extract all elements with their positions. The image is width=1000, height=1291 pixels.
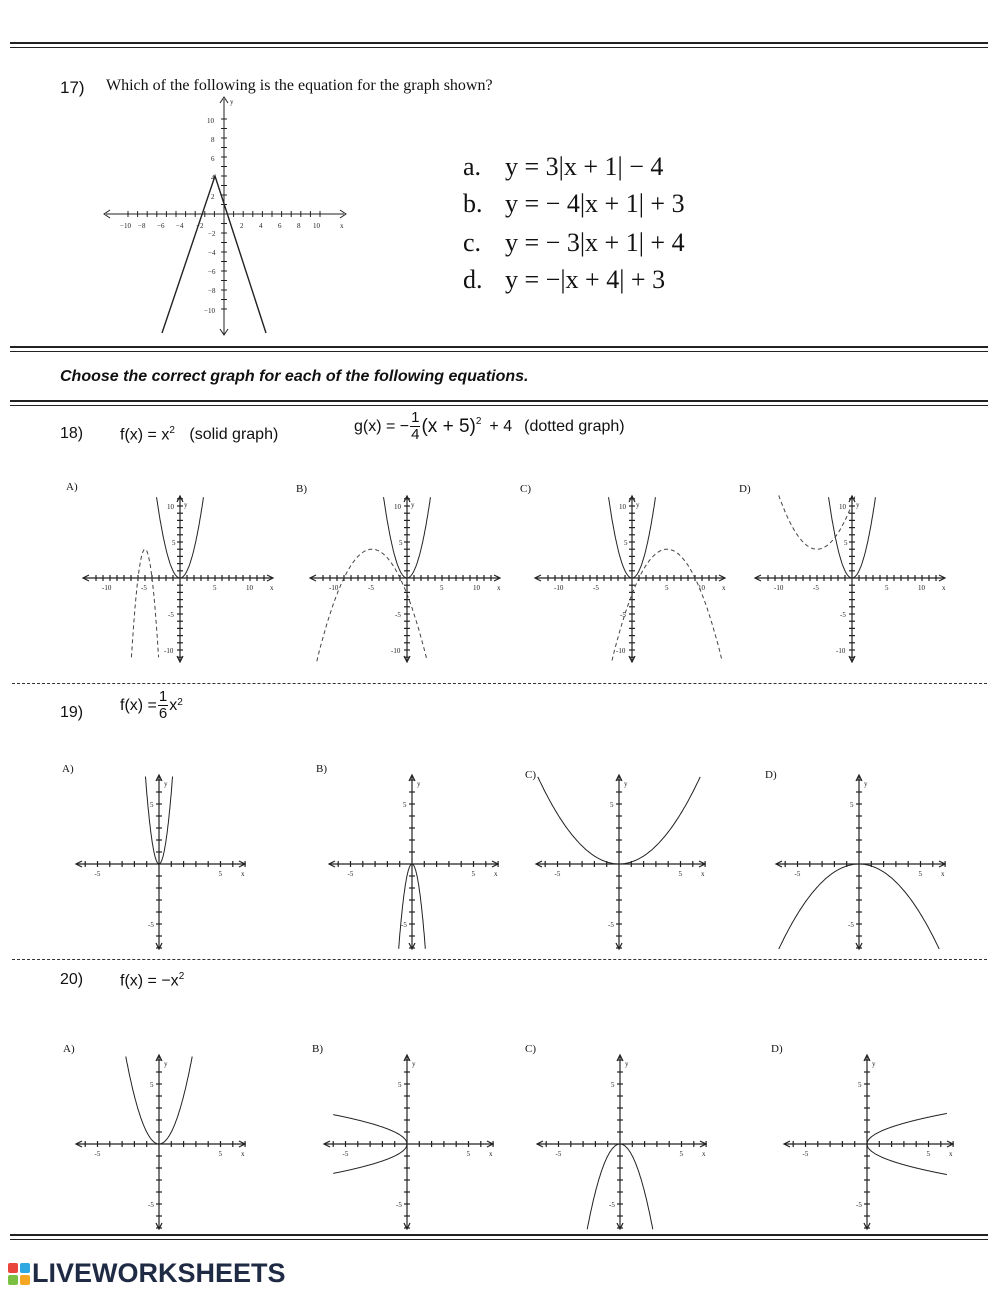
axes	[535, 1055, 706, 1229]
axis-tick-label: -5	[555, 1150, 562, 1158]
axis-tick-label: 5	[150, 1081, 154, 1089]
q17-option-c[interactable]: c. y = − 3|x + 1| + 4	[463, 228, 685, 257]
q20-equation: $f(x) = -x^2$	[120, 971, 185, 990]
axis-tick-label: y	[412, 1060, 416, 1068]
axis-tick-label: 10	[394, 503, 401, 511]
logo-icon	[8, 1263, 30, 1285]
axis-tick-label: -5	[840, 611, 846, 619]
axes	[322, 1055, 493, 1229]
q18-label-a[interactable]: A)	[66, 481, 78, 493]
q19-label-c[interactable]: C)	[525, 769, 536, 781]
axis-tick-label: -5	[813, 584, 819, 592]
axis-tick-label: 5	[611, 1081, 615, 1089]
axis-tick-label: 10	[246, 584, 253, 592]
axes	[74, 1055, 245, 1229]
q17-xtick: 6	[278, 222, 282, 230]
axis-tick-label: 5	[399, 539, 403, 547]
axes	[535, 493, 725, 663]
axis-tick-label: -5	[148, 921, 154, 929]
axis-tick-label: -5	[593, 584, 599, 592]
axis-tick-label: 10	[839, 503, 846, 511]
q20-label-d[interactable]: D)	[771, 1043, 783, 1055]
axis-tick-label: 5	[172, 539, 176, 547]
axis-tick-label: 5	[150, 801, 154, 809]
instruction: Choose the correct graph for each of the following equations.	[60, 368, 529, 385]
q19-label-d[interactable]: D)	[765, 769, 777, 781]
q17-ytick: −8	[208, 287, 216, 295]
q19-equation: f(x) = $\frac{1}{6}$ x 2	[120, 688, 183, 722]
q18-graph-c[interactable]	[532, 493, 732, 663]
axis-tick-label: -5	[94, 1150, 101, 1158]
axis-tick-label: 5	[218, 1150, 222, 1158]
top-rule	[10, 42, 988, 48]
q19-graph-b[interactable]	[327, 772, 502, 952]
q18-graph-b[interactable]	[307, 493, 507, 663]
axis-tick-label: y	[184, 501, 188, 509]
axis-tick-label: -5	[401, 921, 407, 929]
axis-tick-label: 10	[918, 584, 925, 592]
q17-xtick: 4	[259, 222, 263, 230]
q20-label-c[interactable]: C)	[525, 1043, 536, 1055]
axis-tick-label: -10	[774, 584, 784, 592]
axis-tick-label: -5	[802, 1150, 809, 1158]
axis-tick-label: 5	[213, 584, 217, 592]
axis-tick-label: x	[701, 870, 705, 878]
q17-ytick: 4	[211, 174, 215, 182]
q17-graph	[100, 95, 350, 340]
q20-graph-b[interactable]	[322, 1052, 497, 1232]
liveworksheets-logo[interactable]	[8, 1258, 286, 1289]
q17-option-a[interactable]: a. y = 3|x + 1| − 4	[463, 152, 664, 181]
dashed-divider-2	[12, 959, 987, 960]
axis-tick-label: 5	[403, 801, 407, 809]
q17-ytick: −10	[204, 307, 215, 315]
q17-ytick: 6	[211, 155, 215, 163]
axis-tick-label: 5	[926, 1150, 930, 1158]
dotted-parabola	[612, 549, 722, 661]
rule-after-instruction	[10, 400, 988, 406]
q20-label-a[interactable]: A)	[63, 1043, 75, 1055]
axis-tick-label: 5	[858, 1081, 862, 1089]
axis-tick-label: -5	[396, 1201, 402, 1209]
parabola-lower	[333, 1144, 407, 1173]
q17-question: Which of the following is the equation for the graph shown?	[106, 77, 493, 94]
axis-tick-label: 10	[167, 503, 174, 511]
q20-graph-d[interactable]	[782, 1052, 957, 1232]
axis-tick-label: 5	[885, 584, 889, 592]
axis-tick-label: 5	[679, 1150, 683, 1158]
axis-tick-label: 5	[678, 870, 682, 878]
axes	[310, 493, 500, 663]
axes	[327, 775, 498, 949]
axis-tick-label: 5	[850, 801, 854, 809]
axis-tick-label: -5	[609, 1201, 615, 1209]
axis-tick-label: -5	[554, 870, 561, 878]
rule-after-q17	[10, 346, 988, 352]
axis-tick-label: 5	[471, 870, 475, 878]
axis-tick-label: -5	[342, 1150, 349, 1158]
axis-tick-label: y	[625, 1060, 629, 1068]
axis-tick-label: -10	[836, 647, 846, 655]
q18-graph-d[interactable]	[752, 493, 952, 663]
q17-xtick: 10	[313, 222, 320, 230]
axis-tick-label: x	[722, 584, 726, 592]
axes	[755, 493, 945, 663]
q17-xtick: −10	[120, 222, 131, 230]
q19-graph-d[interactable]	[774, 772, 949, 952]
q17-xtick: −4	[176, 222, 184, 230]
q17-xtick: 8	[297, 222, 301, 230]
axis-tick-label: y	[624, 780, 628, 788]
axis-tick-label: -5	[368, 584, 374, 592]
axis-tick-label: x	[949, 1150, 953, 1158]
q19-label-a[interactable]: A)	[62, 763, 74, 775]
q17-ytick: −4	[208, 249, 216, 257]
axis-tick-label: y	[864, 780, 868, 788]
axis-tick-label: y	[164, 780, 168, 788]
axis-tick-label: -5	[848, 921, 854, 929]
q19-label-b[interactable]: B)	[316, 763, 327, 775]
axis-tick-label: -5	[794, 870, 801, 878]
q20-graph-c[interactable]	[535, 1052, 710, 1232]
q17-number: 17)	[60, 78, 85, 97]
axis-tick-label: -10	[391, 647, 401, 655]
axis-tick-label: -10	[554, 584, 564, 592]
axis-tick-label: x	[497, 584, 501, 592]
q19-fraction: $\frac{1}{6}$	[158, 688, 168, 722]
q19-number: 19)	[60, 704, 84, 721]
axis-tick-label: -10	[164, 647, 174, 655]
brand-name: LIVEWORKSHEETS	[32, 1258, 286, 1288]
q17-xlabel: x	[340, 222, 344, 230]
q19-graph-c[interactable]	[534, 772, 709, 952]
axis-tick-label: x	[241, 1150, 245, 1158]
axis-tick-label: x	[270, 584, 274, 592]
axis-tick-label: x	[494, 870, 498, 878]
axis-tick-label: -5	[347, 870, 354, 878]
axis-tick-label: 5	[844, 539, 848, 547]
axis-tick-label: x	[941, 870, 945, 878]
axis-tick-label: 5	[398, 1081, 402, 1089]
q18-label-b[interactable]: B)	[296, 483, 307, 495]
q18-f-equation: $f(x) = x^2$ (solid graph)	[120, 425, 279, 444]
dotted-parabola	[131, 549, 158, 657]
axis-tick-label: -10	[102, 584, 112, 592]
axis-tick-label: y	[636, 501, 640, 509]
axis-tick-label: x	[489, 1150, 493, 1158]
q20-graph-a[interactable]	[74, 1052, 249, 1232]
q17-ytick: −6	[208, 268, 216, 276]
axis-tick-label: y	[417, 780, 421, 788]
q17-ytick: 10	[207, 117, 214, 125]
axis-tick-label: -10	[616, 647, 626, 655]
axis-tick-label: x	[241, 870, 245, 878]
axis-tick-label: 10	[698, 584, 705, 592]
axis-tick-label: 5	[665, 584, 669, 592]
axis-tick-label: y	[872, 1060, 876, 1068]
axis-tick-label: 5	[440, 584, 444, 592]
axis-tick-label: x	[702, 1150, 706, 1158]
q17-xtick: −6	[157, 222, 165, 230]
axes	[83, 493, 273, 663]
q18-g-fraction: $\frac{1}{4}$	[411, 409, 420, 443]
axis-tick-label: y	[856, 501, 860, 509]
axis-tick-label: -5	[141, 584, 147, 592]
q18-label-c[interactable]: C)	[520, 483, 531, 495]
axes	[534, 775, 705, 949]
axis-tick-label: 5	[918, 870, 922, 878]
axis-tick-label: -5	[395, 611, 401, 619]
axis-tick-label: 10	[619, 503, 626, 511]
bottom-rule	[10, 1234, 988, 1240]
axis-tick-label: -5	[168, 611, 174, 619]
parabola-upper	[867, 1113, 947, 1144]
axis-tick-label: -5	[94, 870, 101, 878]
axis-tick-label: -10	[329, 584, 339, 592]
axis-tick-label: -5	[856, 1201, 862, 1209]
axis-tick-label: 5	[624, 539, 628, 547]
axis-tick-label: -5	[608, 921, 614, 929]
q17-ytick: −2	[208, 230, 216, 238]
dotted-parabola	[317, 549, 427, 661]
q17-xtick: 2	[240, 222, 244, 230]
axis-tick-label: 10	[473, 584, 480, 592]
axis-tick-label: -5	[620, 611, 626, 619]
q18-g-equation: g(x) = − $\frac{1}{4}$ (x + 5) $^2$ + 4 (dotted graph)	[354, 409, 625, 443]
q20-number: 20)	[60, 971, 84, 988]
q17-ylabel: y	[230, 98, 234, 106]
q20-label-b[interactable]: B)	[312, 1043, 323, 1055]
axis-tick-label: y	[411, 501, 415, 509]
parabola-lower	[867, 1144, 947, 1175]
parabola-upper	[333, 1115, 407, 1144]
dashed-divider-1	[12, 683, 987, 684]
q17-xtick: −2	[196, 222, 204, 230]
q17-ytick: 2	[211, 193, 215, 201]
axis-tick-label: -5	[148, 1201, 154, 1209]
axis-tick-label: 5	[218, 870, 222, 878]
q19-graph-a[interactable]	[74, 772, 249, 952]
q17-ytick: 8	[211, 136, 215, 144]
axis-tick-label: 5	[610, 801, 614, 809]
q18-label-d[interactable]: D)	[739, 483, 751, 495]
q18-number: 18)	[60, 425, 84, 442]
axis-tick-label: y	[164, 1060, 168, 1068]
q18-graph-a[interactable]	[80, 493, 280, 663]
q17-option-d[interactable]: d. y = −|x + 4| + 3	[463, 265, 666, 294]
q17-option-b[interactable]: b. y = − 4|x + 1| + 3	[463, 189, 685, 218]
axis-tick-label: x	[942, 584, 946, 592]
axes	[74, 775, 245, 949]
axes	[774, 775, 945, 949]
q17-xtick: −8	[138, 222, 146, 230]
axis-tick-label: 5	[466, 1150, 470, 1158]
